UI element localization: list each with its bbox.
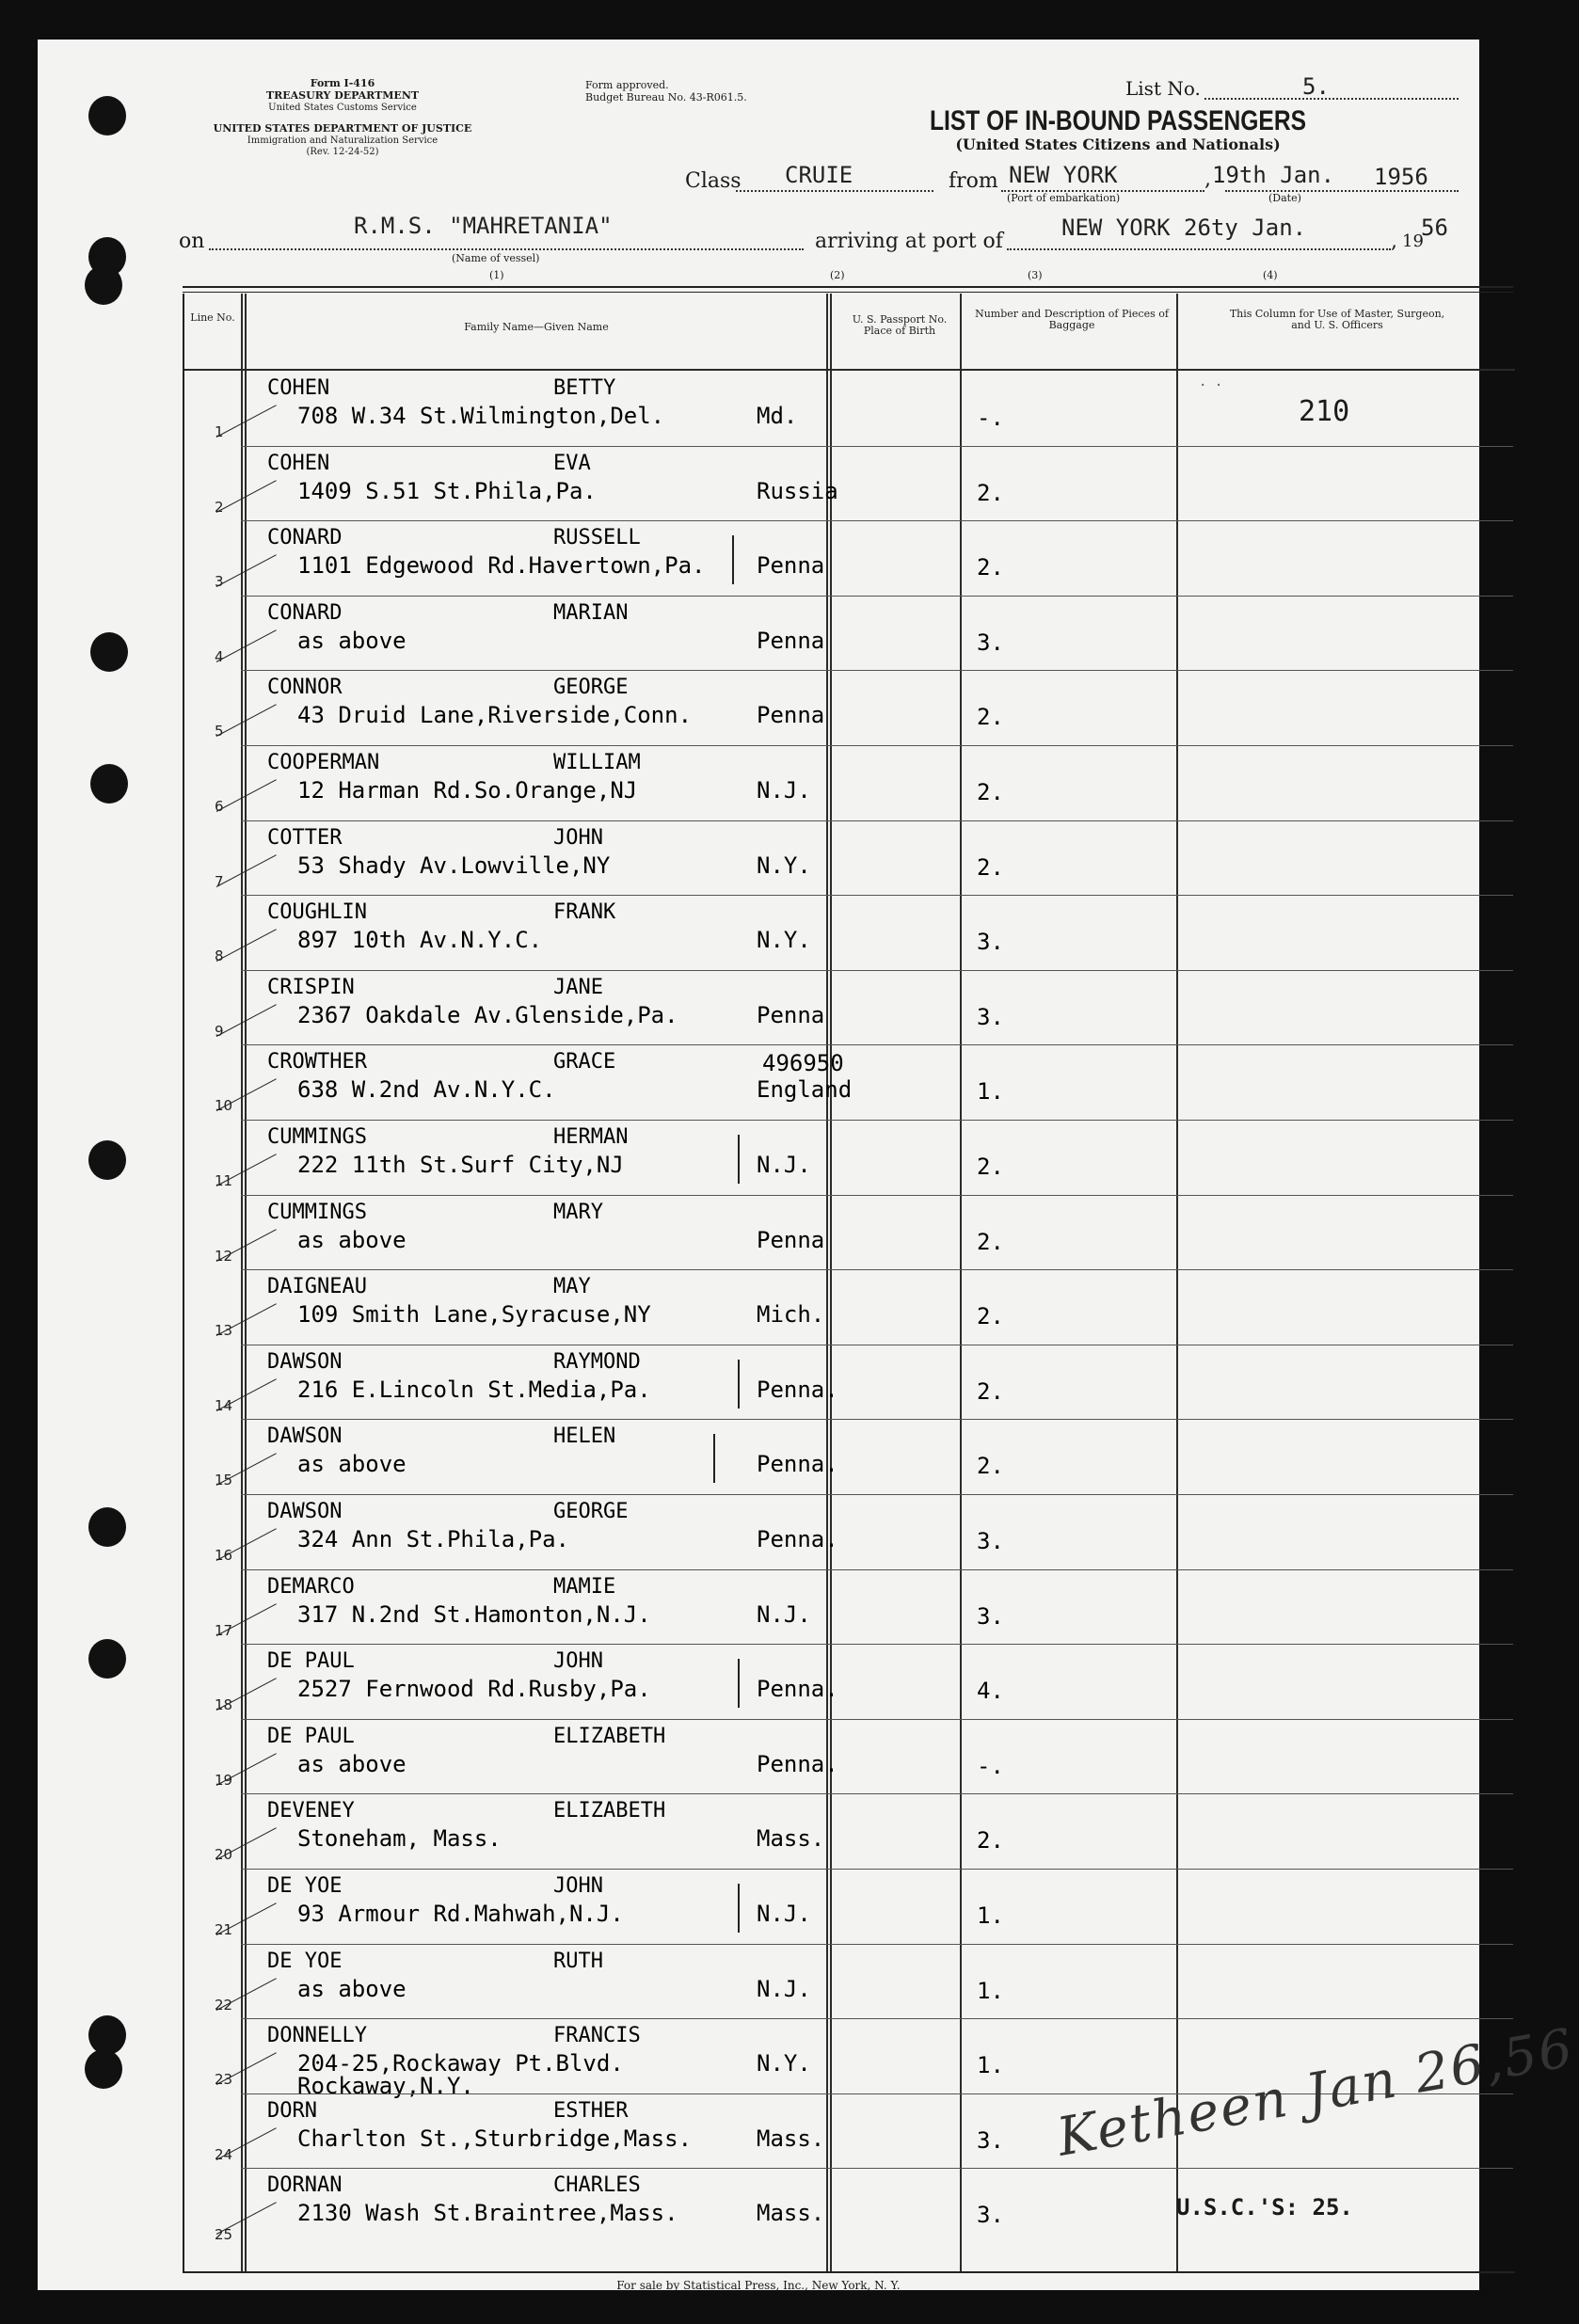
line-number: 15 [215, 1472, 233, 1489]
place-of-birth: N.J. [757, 777, 811, 804]
baggage-count: 2. [977, 1303, 1004, 1330]
passenger-address: 2130 Wash St.Braintree,Mass. [297, 2200, 678, 2227]
place-of-birth: Mich. [757, 1301, 825, 1329]
given-name: GRACE [553, 1050, 616, 1074]
line-number: 16 [215, 1547, 233, 1564]
embark-port: NEW YORK [1009, 162, 1118, 188]
passenger-address: as above [297, 627, 407, 654]
given-name: HERMAN [553, 1125, 629, 1149]
justice-dept: UNITED STATES DEPARTMENT OF JUSTICE [213, 122, 472, 135]
given-name: WILLIAM [553, 751, 641, 774]
customs-service: United States Customs Service [268, 103, 417, 113]
given-name: RAYMOND [553, 1349, 641, 1374]
baggage-count: 2. [977, 853, 1004, 881]
line-number: 8 [215, 947, 224, 965]
check-tick [216, 405, 277, 438]
baggage-count: 2. [977, 1377, 1004, 1405]
check-tick [215, 1678, 277, 1714]
family-name: CRISPIN [267, 975, 355, 999]
binder-hole [85, 2049, 122, 2089]
baggage-count: -. [977, 1752, 1004, 1779]
on-label: on [179, 230, 205, 253]
passenger-address: 109 Smith Lane,Syracuse,NY [297, 1301, 651, 1329]
baggage-count: 2. [977, 704, 1004, 731]
family-name: CONARD [267, 600, 343, 625]
given-name: ELIZABETH [553, 1724, 666, 1748]
place-of-birth: Penna [757, 552, 825, 580]
family-name: DAIGNEAU [267, 1275, 367, 1299]
baggage-count: 1. [977, 1977, 1004, 2004]
passenger-row [183, 1719, 1513, 1794]
from-label: from [949, 169, 998, 193]
class-value: CRUIE [785, 162, 853, 188]
passenger-address: Stoneham, Mass. [297, 1825, 502, 1853]
baggage-count: 2. [977, 1154, 1004, 1180]
arriving-label: arriving at port of [815, 230, 1003, 253]
given-name: ESTHER [553, 2098, 629, 2123]
place-of-birth: N.J. [757, 1600, 811, 1628]
place-of-birth: Penna [757, 1001, 825, 1028]
check-tick [216, 1378, 277, 1411]
passenger-address: Charlton St.,Sturbridge,Mass. [297, 2125, 693, 2152]
col-num-4: (4) [1263, 269, 1278, 281]
baggage-count: 2. [977, 554, 1004, 581]
check-tick [216, 1154, 277, 1186]
line-number: 23 [215, 2071, 233, 2089]
family-name: DONNELLY [267, 2024, 367, 2048]
check-tick [216, 779, 277, 812]
place-of-birth: England [757, 1076, 853, 1104]
passenger-address: 324 Ann St.Phila,Pa. [297, 1526, 569, 1552]
family-name: COOPERMAN [267, 751, 380, 774]
family-name: COUGHLIN [267, 900, 367, 925]
baggage-count: 1. [977, 2052, 1004, 2079]
check-tick [216, 705, 277, 738]
line-number: 12 [215, 1247, 233, 1265]
passenger-row [183, 1269, 1513, 1345]
baggage-count: 2. [977, 479, 1004, 506]
passenger-row [183, 970, 1513, 1045]
family-name: DAWSON [267, 1500, 343, 1523]
given-name: JANE [553, 975, 603, 999]
place-of-birth: Mass. [757, 2125, 825, 2152]
passenger-row [183, 1569, 1513, 1645]
pen-mark [732, 535, 734, 584]
place-of-birth: Penna. [757, 1451, 838, 1478]
baggage-count: 2. [977, 779, 1004, 805]
col-header-baggage: Number and Description of Pieces of Baggage [975, 308, 1169, 331]
family-name: CONNOR [267, 676, 343, 700]
passenger-row [183, 1793, 1513, 1869]
family-name: DORN [267, 2098, 317, 2123]
passenger-address: 12 Harman Rd.So.Orange,NJ [297, 777, 638, 804]
arrival-port-date: NEW YORK 26ty Jan. [1061, 215, 1307, 241]
line-number: 18 [215, 1696, 233, 1714]
line-number: 22 [215, 1996, 233, 2014]
baggage-count: 1. [977, 1902, 1004, 1929]
given-name: GEORGE [553, 1500, 629, 1523]
revision: (Rev. 12-24-52) [306, 147, 379, 157]
family-name: DE PAUL [267, 1724, 355, 1748]
class-label: Class [685, 169, 742, 193]
baggage-count: 3. [977, 929, 1004, 956]
passenger-address: 638 W.2nd Av.N.Y.C. [297, 1076, 556, 1104]
baggage-count: 2. [977, 1827, 1004, 1854]
embark-date: 19th Jan. [1212, 162, 1335, 188]
place-of-birth: N.Y. [757, 2050, 811, 2077]
passenger-row [183, 1044, 1513, 1120]
place-of-birth: Penna [757, 702, 825, 729]
family-name: DAWSON [267, 1349, 343, 1374]
given-name: GEORGE [553, 676, 629, 700]
place-of-birth: Md. [757, 403, 798, 429]
line-number: 4 [215, 647, 224, 665]
line-number: 14 [215, 1396, 233, 1414]
passenger-row [183, 1644, 1513, 1719]
passenger-address: 708 W.34 St.Wilmington,Del. [297, 403, 665, 429]
check-tick [216, 554, 277, 587]
binder-hole [88, 1140, 126, 1180]
form-number: Form I-416 [310, 77, 375, 89]
line-number: 11 [215, 1172, 233, 1189]
check-tick [216, 1902, 277, 1935]
binder-hole [90, 632, 128, 672]
family-name: DEMARCO [267, 1574, 355, 1599]
given-name: JOHN [553, 1874, 603, 1898]
line-number: 7 [215, 872, 224, 890]
baggage-count: 3. [977, 2202, 1004, 2229]
passenger-row [183, 446, 1513, 521]
baggage-count: 2. [977, 1228, 1004, 1255]
usc-total: U.S.C.'S: 25. [1176, 2194, 1353, 2221]
line-number: 3 [215, 573, 224, 591]
footer-printer: For sale by Statistical Press, Inc., New York, N. Y. [616, 2279, 901, 2292]
given-name: MARY [553, 1200, 603, 1224]
binder-hole [88, 1507, 126, 1547]
place-of-birth: N.J. [757, 1152, 811, 1178]
list-no-value: 5. [1302, 73, 1330, 100]
place-of-birth: Mass. [757, 1825, 825, 1853]
place-of-birth: Penna. [757, 1376, 838, 1403]
col-header-line: Line No. [190, 311, 235, 324]
passenger-address: 43 Druid Lane,Riverside,Conn. [297, 702, 693, 729]
passenger-address: 2527 Fernwood Rd.Rusby,Pa. [297, 1676, 651, 1703]
baggage-count: 3. [977, 1003, 1004, 1030]
line-number: 1 [215, 423, 224, 440]
passenger-row [183, 1419, 1513, 1494]
passenger-row [183, 745, 1513, 820]
passenger-address: 222 11th St.Surf City,NJ [297, 1152, 624, 1178]
family-name: DAWSON [267, 1425, 343, 1449]
family-name: DORNAN [267, 2173, 343, 2198]
passenger-row [183, 670, 1513, 745]
passenger-address: as above [297, 1750, 407, 1777]
line-number: 24 [215, 2145, 233, 2163]
given-name: MAMIE [553, 1574, 616, 1599]
col-header-passport: U. S. Passport No. Place of Birth [852, 313, 948, 337]
vessel-name: R.M.S. "MAHRETANIA" [354, 213, 613, 239]
passenger-row [183, 1345, 1513, 1420]
family-name: CUMMINGS [267, 1200, 367, 1224]
passport-number: 496950 [762, 1050, 844, 1077]
passenger-address: 317 N.2nd St.Hamonton,N.J. [297, 1600, 651, 1628]
embark-year: 1956 [1374, 164, 1428, 190]
col-header-officers: This Column for Use of Master, Surgeon, and U. S. Officers [1229, 308, 1445, 331]
officer-note: 210 [1299, 395, 1350, 428]
budget-bureau: Budget Bureau No. 43-R061.5. [585, 91, 747, 103]
check-tick [216, 2127, 277, 2160]
given-name: MARIAN [553, 600, 629, 625]
line-number: 17 [215, 1621, 233, 1639]
family-name: DEVENEY [267, 1799, 355, 1823]
given-name: FRANK [553, 900, 616, 925]
family-name: COHEN [267, 451, 330, 475]
line-number: 20 [215, 1846, 233, 1864]
check-tick [216, 480, 277, 513]
check-tick [216, 1978, 277, 2011]
pen-mark [738, 1884, 740, 1933]
place-of-birth: Mass. [757, 2200, 825, 2227]
baggage-count: 1. [977, 1078, 1004, 1106]
baggage-count: 3. [977, 629, 1004, 656]
family-name: COTTER [267, 825, 343, 850]
embark-caption: (Port of embarkation) [1007, 192, 1121, 204]
line-number: 2 [215, 498, 224, 516]
given-name: EVA [553, 451, 591, 475]
place-of-birth: N.Y. [757, 852, 811, 879]
binder-hole [90, 764, 128, 804]
family-name: CUMMINGS [267, 1125, 367, 1149]
passenger-row [183, 895, 1513, 970]
check-tick [216, 2052, 277, 2085]
line-number: 21 [215, 1921, 233, 1938]
place-of-birth: Russia [757, 477, 838, 504]
passenger-row [183, 1494, 1513, 1569]
passenger-row [183, 596, 1513, 671]
vessel-caption: (Name of vessel) [452, 252, 540, 264]
manifest-page: Form I-416 TREASURY DEPARTMENT United States Customs Service UNITED STATES DEPARTMENT OF JUSTICE Immigration and Naturalization Service (Rev. 12-24-52) Form approved. Budget Bureau No. 43-R061.5. List No. 5. LIST OF IN-BOUND PASSENGERS (United States Citizens and Nationals) Class CRUIE from NEW YORK (Port of embarkation) , 19th Jan. 1956 (Date) on R.M.S. "MAHRETANIA" (Name of vessel) arriving at port of NEW YORK 26ty Jan. , 19 56 (1) (2) (3) (4) Line No. Family Name—Given Name U. S. Passport No. Place of Birth Number and Description of Pieces of Baggage This Column for Use of Master, Surgeon, and U. S. Officers 1 COHEN BETTY 708 W.34 St.Wilmington,Del. Md. -. 2 COHEN EVA 1409 S.51 St.Phila,Pa. Russia 2. 3 CONARD RUSSELL 1101 Edgewood Rd.Havertown,Pa. Penna 2. 4 CONARD MARIAN as above Penna 3. 5 CONNOR GEORGE 43 Druid Lane,Riverside,Conn. Penna 2. 6 COOPERMAN WILLIAM 12 Harman Rd.So.Orange,NJ N.J. 2. 7 COTTER JOHN 53 Shady Av.Lowville,NY N.Y. 2. 8 COUGHLIN FRANK 897 10th Av.N.Y.C. N.Y. 3. 9 CRISPIN JANE 2367 Oakdale Av.Glenside,Pa. Penna 3. 10 CROWTHER GRACE 638 W.2nd Av.N.Y.C. 496950 England 1. 11 CUMMINGS HERMAN 222 11th St.Surf City,NJ N.J. 2. 12 CUMMINGS MARY as above Penna 2. 13 DAIGNEAU MAY 109 Smith Lane,Syracuse,NY Mich. 2. 14 DAWSON RAYMOND 216 E.Lincoln St.Media,Pa. Penna. 2. 15 DAWSON HELEN as above Penna. 2. 16 DAWSON GEORGE 324 Ann St.Phila,Pa. Penna. 3. 17 DEMARCO MAMIE 317 N.2nd St.Hamonton,N.J. N.J. 3. 18 DE PAUL JOHN 2527 Fernwood Rd.Rusby,Pa. Penna. 4. 19 DE PAUL ELIZABETH as above Penna. -. 20 DEVENEY ELIZABETH Stoneham, Mass. Mass. 2. 21 DE YOE JOHN 93 Armour Rd.Mahwah,N.J. N.J. 1. 22 DE YOE RUTH as above N.J. 1. 23 DONNELLY FRANCIS 204-25,Rockaway Pt.Blvd. Rockaway,N.Y. N.Y. 1. 24 DORN ESTHER Charlton St.,Sturbridge,Mass. Mass. 3. 25 DORNAN CHARLES 2130 Wash St.Braintree,Mass. Mass. 3. 210 · · Ketheen Jan 26,56 U.S.C.'S: 25. For sale by Statistical Press, Inc., New York, N. Y. [38, 40, 1479, 2290]
passenger-address: 897 10th Av.N.Y.C. [297, 927, 543, 954]
baggage-count: 4. [977, 1678, 1004, 1705]
given-name: RUSSELL [553, 526, 641, 550]
place-of-birth: Penna. [757, 1750, 838, 1777]
given-name: CHARLES [553, 2173, 641, 2198]
passenger-address: as above [297, 1451, 407, 1478]
line-number: 6 [215, 798, 224, 815]
page-title: LIST OF IN-BOUND PASSENGERS [929, 105, 1307, 136]
place-of-birth: Penna [757, 1226, 825, 1253]
line-number: 10 [215, 1097, 233, 1115]
line-number: 19 [215, 1771, 233, 1789]
line-number: 9 [215, 1022, 224, 1040]
passenger-address: as above [297, 1975, 407, 2002]
given-name: JOHN [553, 825, 603, 850]
place-of-birth: N.J. [757, 1901, 811, 1927]
place-of-birth: Penna. [757, 1526, 838, 1552]
col-num-1: (1) [489, 269, 504, 281]
arrival-year-prefix: 19 [1402, 231, 1424, 251]
arrival-year: 56 [1421, 215, 1448, 241]
passenger-row [183, 1120, 1513, 1195]
form-approved: Form approved. [585, 79, 669, 91]
given-name: ELIZABETH [553, 1799, 666, 1823]
baggage-count: -. [977, 405, 1004, 431]
list-no-label: List No. [1125, 77, 1201, 100]
check-tick [215, 929, 277, 965]
place-of-birth: N.Y. [757, 927, 811, 954]
baggage-count: 3. [977, 1528, 1004, 1554]
check-tick [216, 1603, 277, 1636]
passenger-address-line2: Rockaway,N.Y. [297, 2073, 474, 2100]
line-number: 25 [215, 2226, 233, 2244]
passenger-address: 93 Armour Rd.Mahwah,N.J. [297, 1901, 624, 1927]
passenger-address: 2367 Oakdale Av.Glenside,Pa. [297, 1001, 678, 1028]
family-name: COHEN [267, 376, 330, 400]
pen-mark [738, 1360, 740, 1409]
given-name: RUTH [553, 1949, 603, 1973]
binder-hole [88, 1639, 126, 1679]
given-name: BETTY [553, 376, 616, 400]
passenger-row [183, 520, 1513, 596]
pen-mark [738, 1659, 740, 1708]
family-name: DE YOE [267, 1874, 343, 1898]
ins-service: Immigration and Naturalization Service [247, 135, 439, 146]
check-tick [216, 1004, 277, 1037]
given-name: JOHN [553, 1649, 603, 1674]
baggage-count: 3. [977, 1602, 1004, 1630]
line-number: 13 [215, 1322, 233, 1340]
passenger-address: 204-25,Rockaway Pt.Blvd. [297, 2050, 624, 2077]
binder-hole [85, 265, 122, 305]
given-name: MAY [553, 1275, 591, 1299]
check-tick [216, 1303, 277, 1336]
place-of-birth: Penna [757, 627, 825, 654]
place-of-birth: Penna. [757, 1676, 838, 1703]
col-num-3: (3) [1028, 269, 1043, 281]
place-of-birth: N.J. [757, 1975, 811, 2002]
passenger-address: 53 Shady Av.Lowville,NY [297, 852, 611, 879]
passenger-address: as above [297, 1226, 407, 1253]
passenger-row [183, 1869, 1513, 1944]
family-name: CONARD [267, 526, 343, 550]
check-tick [216, 1528, 277, 1561]
binder-hole [88, 96, 126, 135]
baggage-count: 2. [977, 1453, 1004, 1480]
pen-mark [738, 1135, 740, 1184]
page-subtitle: (United States Citizens and Nationals) [955, 135, 1281, 153]
given-name: FRANCIS [553, 2024, 641, 2048]
line-number: 5 [215, 723, 224, 740]
check-tick [216, 1229, 277, 1262]
passenger-address: 1409 S.51 St.Phila,Pa. [297, 477, 597, 504]
baggage-count: 3. [977, 2126, 1004, 2154]
date-caption: (Date) [1268, 192, 1301, 204]
col-num-2: (2) [830, 269, 845, 281]
treasury-dept: TREASURY DEPARTMENT [265, 89, 420, 102]
family-name: DE YOE [267, 1949, 343, 1973]
passenger-rows [183, 371, 1513, 2271]
passenger-address: 216 E.Lincoln St.Media,Pa. [297, 1376, 651, 1403]
passenger-row [183, 1195, 1513, 1270]
passenger-row [183, 820, 1513, 896]
col-header-name: Family Name—Given Name [464, 321, 609, 333]
given-name: HELEN [553, 1425, 616, 1449]
check-tick [216, 629, 277, 662]
pen-mark [713, 1434, 715, 1483]
family-name: DE PAUL [267, 1649, 355, 1674]
family-name: CROWTHER [267, 1050, 367, 1074]
officer-signature: Ketheen Jan 26,56 [1052, 2017, 1579, 2169]
check-tick [216, 854, 277, 887]
passenger-row [183, 1944, 1513, 2019]
check-tick [216, 1753, 277, 1786]
passenger-address: 1101 Edgewood Rd.Havertown,Pa. [297, 552, 706, 580]
